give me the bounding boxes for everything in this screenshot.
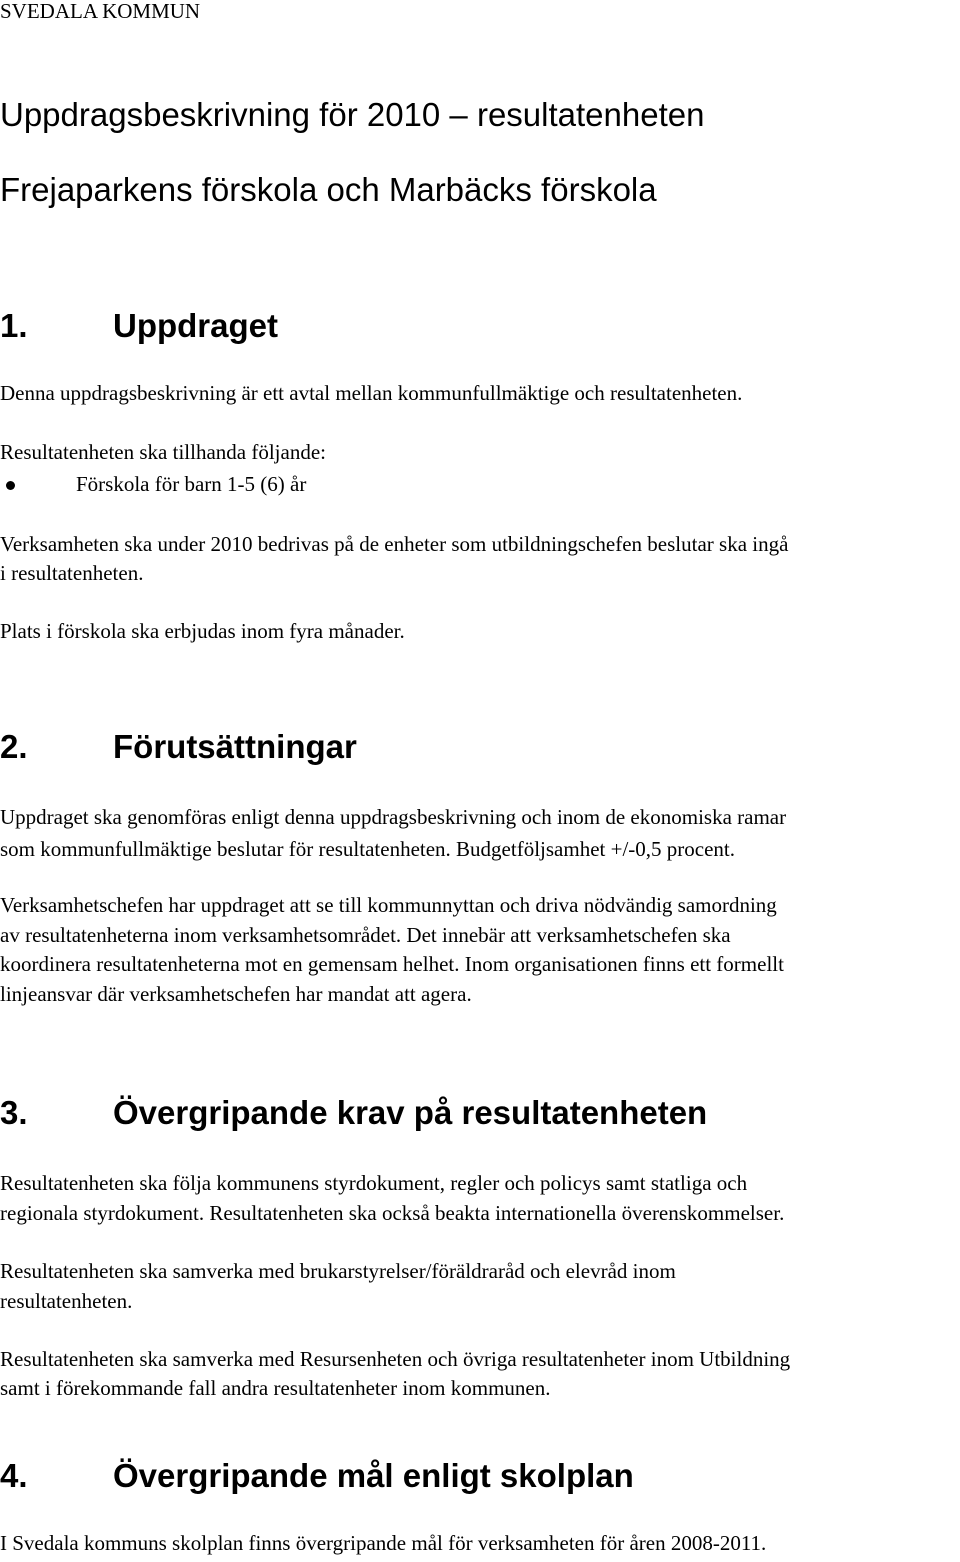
section-number: 3. xyxy=(0,1094,28,1131)
paragraph-line: Resultatenheten ska samverka med Resursenheten och övriga resultatenheter inom Utbildning xyxy=(0,1347,791,1371)
paragraph-line: Resultatenheten ska följa kommunens styrdokument, regler och policys samt statliga och xyxy=(0,1171,748,1195)
paragraph-line: Denna uppdragsbeskrivning är ett avtal mellan kommunfullmäktige och resultatenheten. xyxy=(0,381,743,405)
paragraph-line: i resultatenheten. xyxy=(0,561,144,585)
section-number: 4. xyxy=(0,1457,28,1494)
section-title: Uppdraget xyxy=(113,307,278,344)
paragraph-line: I Svedala kommuns skolplan finns övergripande mål för verksamheten för åren 2008-2011. xyxy=(0,1531,767,1555)
bullet-icon xyxy=(6,481,15,490)
document-subtitle: Frejaparkens förskola och Marbäcks förskola xyxy=(0,171,657,208)
section-heading-4 xyxy=(0,1457,634,1495)
paragraph-line: koordinera resultatenheterna mot en gemensam helhet. Inom organisationen finns ett formellt xyxy=(0,952,784,976)
section-heading-3 xyxy=(0,1094,707,1132)
paragraph-line: Resultatenheten ska tillhanda följande: xyxy=(0,440,326,464)
organization-header: SVEDALA KOMMUN xyxy=(0,0,201,23)
section-number: 2. xyxy=(0,728,28,765)
list-item: Förskola för barn 1-5 (6) år xyxy=(76,472,307,496)
section-title: Förutsättningar xyxy=(113,728,357,765)
paragraph-line: Uppdraget ska genomföras enligt denna uppdragsbeskrivning och inom de ekonomiska ramar xyxy=(0,805,787,829)
section-title: Övergripande krav på resultatenheten xyxy=(113,1094,708,1131)
paragraph-line: Verksamhetschefen har uppdraget att se till kommunnyttan och driva nödvändig samordning xyxy=(0,893,777,917)
paragraph-line: Resultatenheten ska samverka med brukarstyrelser/föräldraråd och elevråd inom xyxy=(0,1259,676,1283)
paragraph-line: Verksamheten ska under 2010 bedrivas på de enheter som utbildningschefen beslutar ska ingå xyxy=(0,532,789,556)
paragraph-line: resultatenheten. xyxy=(0,1289,133,1313)
paragraph-line: av resultatenheterna inom verksamhetsområdet. Det innebär att verksamhetschefen ska xyxy=(0,923,731,947)
paragraph-line: samt i förekommande fall andra resultatenheter inom kommunen. xyxy=(0,1376,551,1400)
section-heading-1 xyxy=(0,307,278,345)
section-number: 1. xyxy=(0,307,28,344)
paragraph-line: regionala styrdokument. Resultatenheten ska också beakta internationella överenskommelser. xyxy=(0,1201,785,1225)
paragraph-line: Plats i förskola ska erbjudas inom fyra månader. xyxy=(0,619,405,643)
document-title: Uppdragsbeskrivning för 2010 – resultatenheten xyxy=(0,96,705,133)
paragraph-line: linjeansvar där verksamhetschefen har mandat att agera. xyxy=(0,982,472,1006)
paragraph-line: som kommunfullmäktige beslutar för resultatenheten. Budgetföljsamhet +/-0,5 procent. xyxy=(0,837,735,861)
section-title: Övergripande mål enligt skolplan xyxy=(113,1457,634,1494)
section-heading-2 xyxy=(0,728,357,766)
